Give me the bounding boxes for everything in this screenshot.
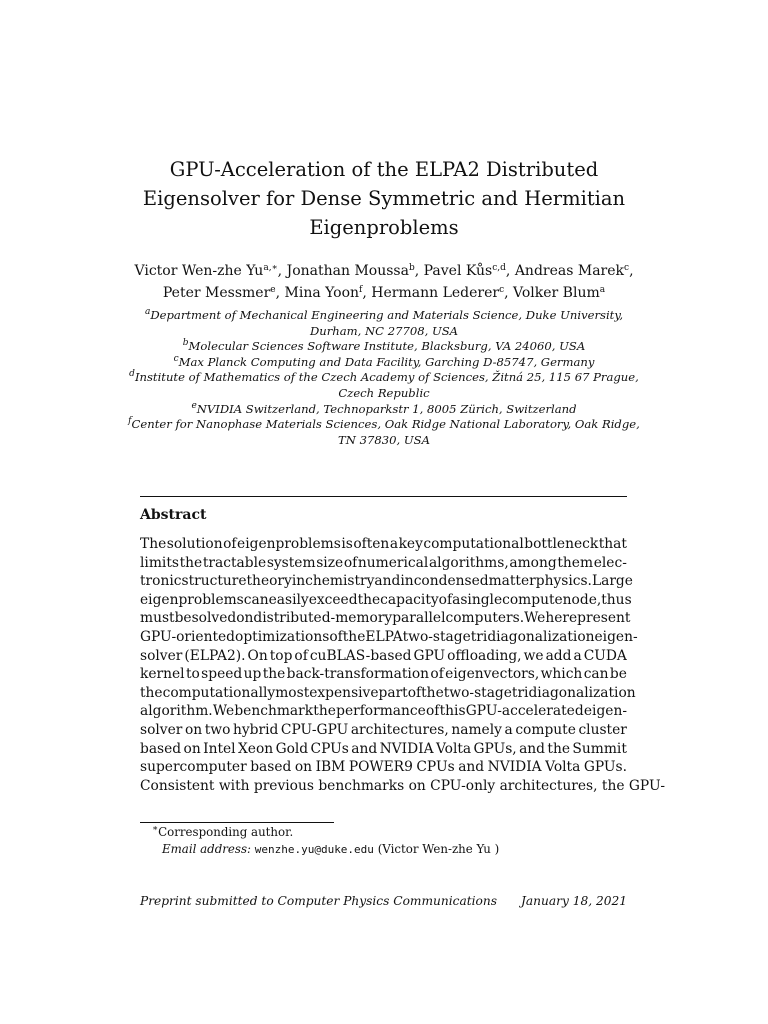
- paper-title: [140, 155, 628, 242]
- abstract-line: must be solved on distributed-memory parallel computers. We here present: [140, 610, 631, 627]
- affiliation-continued: Durham, NC 27708, USA: [309, 323, 459, 338]
- abstract-line: algorithm. We benchmark the performance of this GPU-accelerated eigen-: [140, 703, 627, 720]
- abstract-line: The solution of eigenproblems is often a key computational bottleneck that: [140, 536, 627, 552]
- affiliation: $^f$Center for Nanophase Materials Sciences, Oak Ridge National Laboratory, Oak Ridge,: [128, 416, 640, 432]
- author: Mina Yoon$^f$,: [284, 285, 372, 301]
- abstract-line: tronic structure theory in chemistry and in condensed matter physics. Large: [140, 573, 633, 590]
- author-list: [120, 260, 648, 304]
- affiliation-continued: Czech Republic: [338, 385, 430, 400]
- title-line: Eigensolver for Dense Symmetric and Hermitian: [142, 187, 626, 210]
- author: Victor Wen-zhe $Yu^{a,∗}$,: [134, 263, 287, 279]
- title-line: GPU-Acceleration of the ELPA2 Distributed: [169, 158, 599, 181]
- footnote-email: Email address: wenzhe.yu@duke.edu (Victor Wen-zhe Yu ): [162, 842, 500, 856]
- abstract-line: GPU-oriented optimizations of the ELPA two-stage tridiagonalization eigen-: [140, 628, 638, 645]
- title-line: Eigenproblems: [309, 216, 459, 239]
- author: Volker Blum$^a$: [513, 285, 606, 301]
- abstract-line: the computationally most expensive part of the two-stage tridiagonalization: [140, 684, 636, 701]
- author: Peter Messmer$^e$,: [162, 285, 285, 301]
- abstract-line: eigenproblems can easily exceed the capacity of a single compute node, thus: [140, 591, 632, 608]
- email-link[interactable]: wenzhe.yu@duke.edu: [254, 843, 374, 856]
- abstract-line: based on Intel Xeon Gold CPUs and NVIDIA Volta GPUs, and the Summit: [140, 740, 627, 757]
- footnotes: [140, 824, 627, 858]
- preprint-note: Preprint submitted to Computer Physics Communications: [140, 894, 497, 908]
- author: Jonathan Moussa$^b$,: [286, 263, 424, 279]
- author: Andreas Marek$^c$,: [514, 263, 634, 279]
- affiliation-continued: TN 37830, USA: [338, 432, 430, 447]
- abstract-divider: [140, 496, 627, 497]
- footnote-corresponding: ∗Corresponding author.: [152, 824, 294, 839]
- author-line: [120, 282, 648, 304]
- affiliation: $^c$Max Planck Computing and Data Facility, Garching D-85747, Germany: [173, 353, 595, 369]
- footnote-divider: [140, 822, 334, 823]
- page-footer: [140, 894, 627, 908]
- abstract-line: solver on two hybrid CPU-GPU architectures, namely a compute cluster: [140, 721, 627, 738]
- author: Pavel Kůs$^{c,d}$,: [423, 263, 515, 279]
- author: Hermann Lederer$^c$,: [371, 285, 514, 301]
- preprint-date: January 18, 2021: [521, 894, 627, 908]
- author-line: [120, 260, 648, 282]
- affiliation: $^d$Institute of Mathematics of the Czech Academy of Sciences, Žitná 25, 115 67 Prague,: [129, 369, 639, 385]
- abstract-body: [140, 535, 665, 795]
- abstract-line: solver (ELPA2). On top of cuBLAS-based GPU offloading, we add a CUDA: [140, 647, 627, 664]
- abstract-heading: Abstract: [140, 507, 207, 523]
- abstract-line: Consistent with previous benchmarks on CPU-only architectures, the GPU-: [140, 777, 665, 794]
- affiliation: $^a$Department of Mechanical Engineering and Materials Science, Duke University,: [144, 307, 624, 322]
- abstract-line: limits the tractable system size of numerical algorithms, among them elec-: [140, 554, 627, 571]
- affiliation-list: [120, 308, 648, 448]
- affiliation: $^b$Molecular Sciences Software Institute, Blacksburg, VA 24060, USA: [182, 338, 586, 354]
- abstract-line: supercomputer based on IBM POWER9 CPUs and NVIDIA Volta GPUs.: [140, 759, 627, 776]
- affiliation: $^e$NVIDIA Switzerland, Technoparkstr 1, 8005 Zürich, Switzerland: [191, 400, 577, 416]
- abstract-line: kernel to speed up the back-transformation of eigenvectors, which can be: [140, 666, 627, 683]
